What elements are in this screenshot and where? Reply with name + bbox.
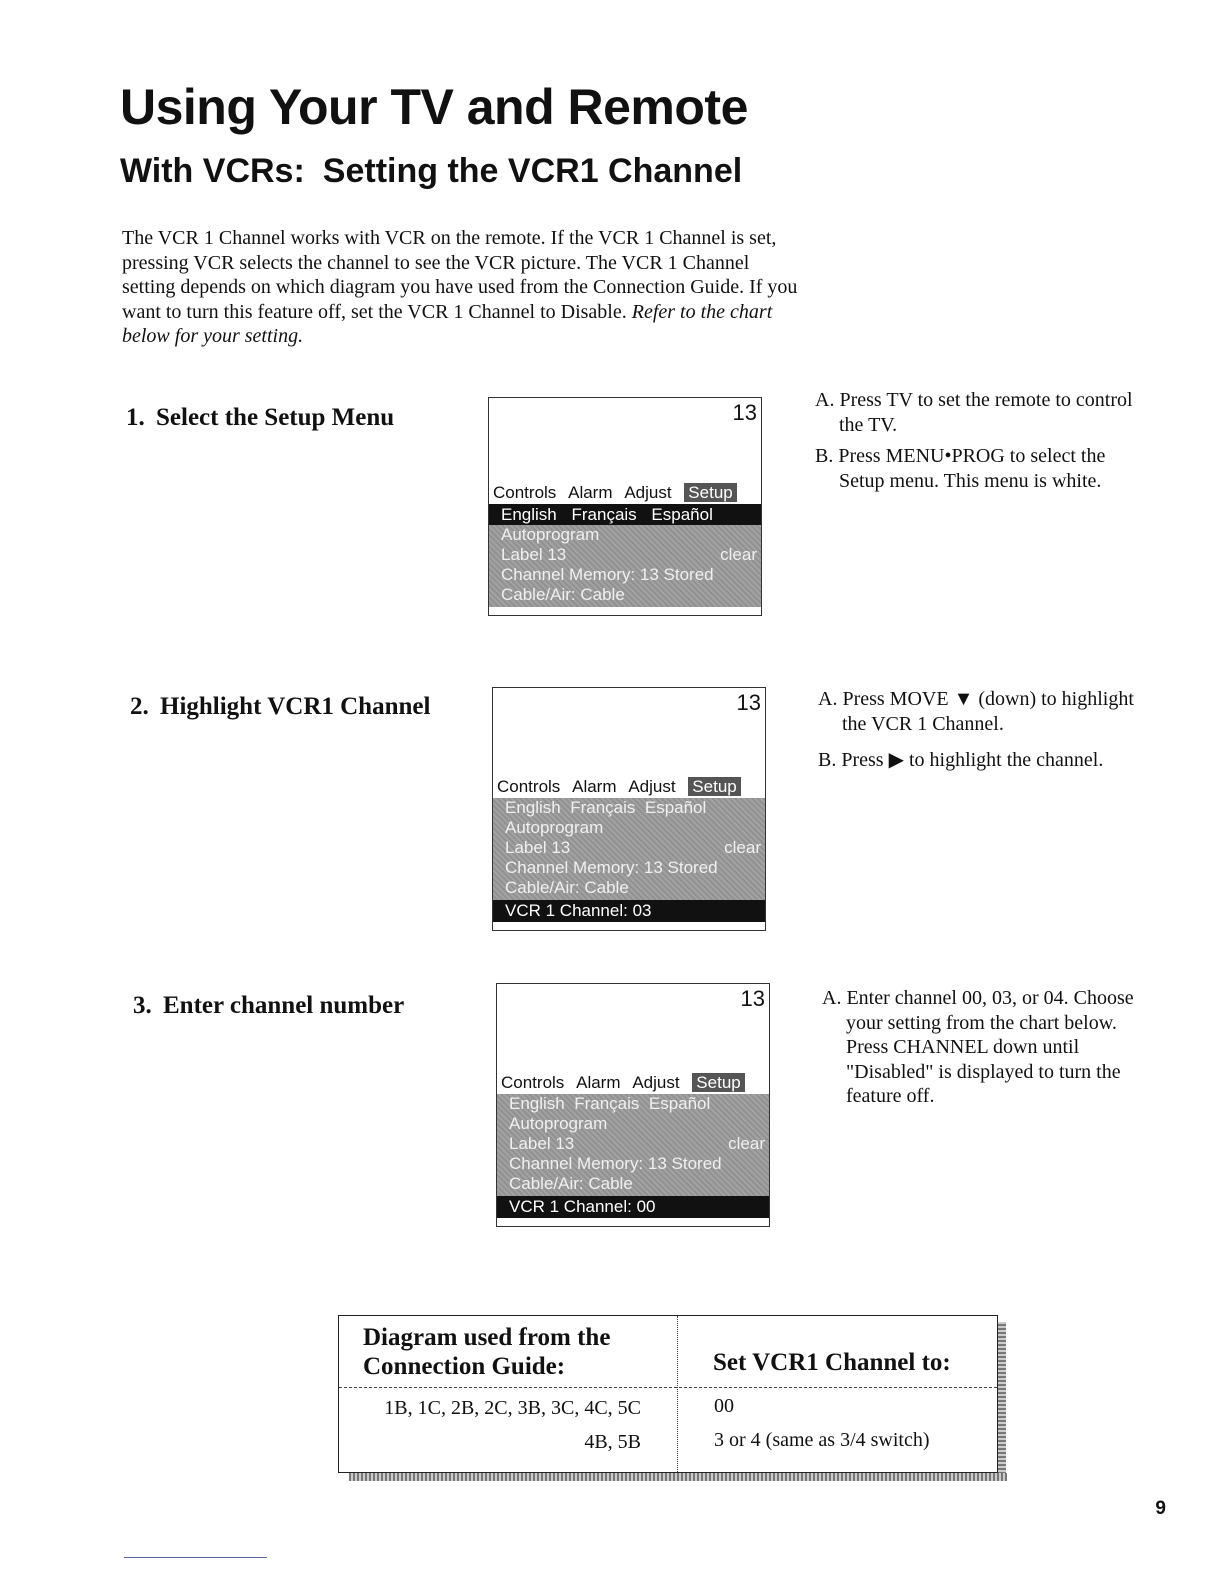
table-shadow-right [998, 1322, 1006, 1478]
tab-controls: Controls [493, 483, 557, 502]
tab-controls: Controls [501, 1073, 565, 1092]
table-cell-setting: 3 or 4 (same as 3/4 switch) [714, 1429, 930, 1451]
page-title: Using Your TV and Remote [120, 79, 748, 135]
channel-number: 13 [736, 690, 761, 715]
menu-item-label: Label 13 clear [509, 1134, 765, 1153]
column-divider [677, 1316, 678, 1472]
menu-tabs [497, 1072, 769, 1094]
clear-label: clear [720, 545, 757, 564]
tab-adjust: Adjust [632, 1073, 680, 1092]
step-3-title [133, 992, 404, 1020]
menu-tabs [489, 482, 761, 504]
menu-item-cable-air: Cable/Air: Cable [501, 585, 625, 604]
footer-rule [124, 1557, 267, 1558]
channel-number: 13 [740, 986, 765, 1011]
channel-number: 13 [732, 400, 757, 425]
intro-italic-note: Refer to the chart below for your setting. [122, 300, 773, 347]
lang-espanol: Español [651, 505, 713, 524]
tab-alarm: Alarm [576, 1073, 621, 1092]
menu-item-channel-memory: Channel Memory: 13 Stored [501, 565, 714, 584]
table-shadow-bottom [349, 1473, 1007, 1481]
language-row: English Français Español [505, 798, 707, 817]
step-3-instructions [822, 986, 1142, 1116]
menu-item-cable-air: Cable/Air: Cable [505, 878, 629, 897]
tab-setup: Setup [684, 483, 736, 502]
tab-setup: Setup [688, 777, 740, 796]
header-diagram: Diagram used from the Connection Guide: [363, 1324, 611, 1380]
step-number: 1. [126, 404, 145, 431]
language-row [489, 504, 761, 525]
instruction-item: B. Press ▶ to highlight the channel. [818, 749, 1104, 771]
table-cell-diagram: 1B, 1C, 2B, 2C, 3B, 3C, 4C, 5C [384, 1397, 641, 1419]
step-2-title [130, 693, 430, 721]
vcr1-channel-row: VCR 1 Channel: 03 [493, 900, 765, 922]
header-divider [339, 1387, 997, 1388]
subtitle-prefix: With VCRs: [120, 152, 305, 190]
tab-setup: Setup [692, 1073, 744, 1092]
menu-item-autoprogram: Autoprogram [509, 1114, 608, 1133]
tab-alarm: Alarm [568, 483, 613, 502]
menu-item-autoprogram: Autoprogram [505, 818, 604, 837]
tv-screen-highlight-vcr1 [492, 687, 766, 931]
clear-label: clear [724, 838, 761, 857]
menu-item-cable-air: Cable/Air: Cable [509, 1174, 633, 1193]
vcr1-channel-row: VCR 1 Channel: 00 [497, 1196, 769, 1218]
setup-menu-items [489, 525, 761, 607]
instruction-item: A. Press MOVE ▼ (down) to highlight the VCR 1 Channel. [818, 688, 1134, 735]
step-number: 3. [133, 992, 152, 1019]
header-set-vcr1: Set VCR1 Channel to: [713, 1349, 951, 1376]
table-cell-diagram: 4B, 5B [584, 1431, 641, 1453]
menu-item-autoprogram: Autoprogram [501, 525, 600, 544]
step-1-title [126, 404, 394, 432]
page-number: 9 [1155, 1498, 1166, 1519]
step-title-text: Highlight VCR1 Channel [160, 693, 431, 720]
tv-screen-enter-channel [496, 983, 770, 1227]
table-cell-setting: 00 [714, 1395, 734, 1417]
tab-alarm: Alarm [572, 777, 617, 796]
vcr1-channel-chart [338, 1315, 998, 1473]
instruction-item: B. Press MENU•PROG to select the Setup menu. This menu is white. [815, 445, 1106, 492]
setup-menu-items [497, 1094, 769, 1196]
step-title-text: Enter channel number [163, 992, 405, 1019]
step-1-instructions [815, 388, 1145, 500]
tab-adjust: Adjust [624, 483, 672, 502]
menu-item-label: Label 13 clear [501, 545, 757, 564]
menu-tabs [493, 776, 765, 798]
step-title-text: Select the Setup Menu [156, 404, 395, 431]
intro-paragraph [122, 226, 802, 349]
menu-item-channel-memory: Channel Memory: 13 Stored [505, 858, 718, 877]
intro-text: The VCR 1 Channel works with VCR on the remote. If the VCR 1 Channel is set, pressing VCR selects the channel to see the VCR picture. The VCR 1 Channel setting depends on which diagram you have used from the Connection Guide. If you want to turn this feature off, set the VCR 1 Channel to Disable. [122, 227, 798, 323]
menu-item-channel-memory: Channel Memory: 13 Stored [509, 1154, 722, 1173]
clear-label: clear [728, 1134, 765, 1153]
lang-francais: Français [571, 505, 637, 524]
language-row: English Français Español [509, 1094, 711, 1113]
subtitle-main: Setting the VCR1 Channel [322, 152, 743, 190]
section-subtitle [120, 152, 742, 191]
instruction-item: A. Enter channel 00, 03, or 04. Choose your setting from the chart below. Press CHANNEL down until "Disabled" is displayed to turn the feature off. [822, 987, 1134, 1107]
lang-english: English [501, 505, 557, 524]
instruction-item: A. Press TV to set the remote to control the TV. [815, 389, 1133, 436]
step-number: 2. [130, 693, 149, 720]
tv-screen-setup-menu [488, 397, 762, 616]
step-2-instructions [818, 687, 1148, 780]
setup-menu-items [493, 798, 765, 900]
menu-item-label: Label 13 clear [505, 838, 761, 857]
tab-adjust: Adjust [628, 777, 676, 796]
tab-controls: Controls [497, 777, 561, 796]
